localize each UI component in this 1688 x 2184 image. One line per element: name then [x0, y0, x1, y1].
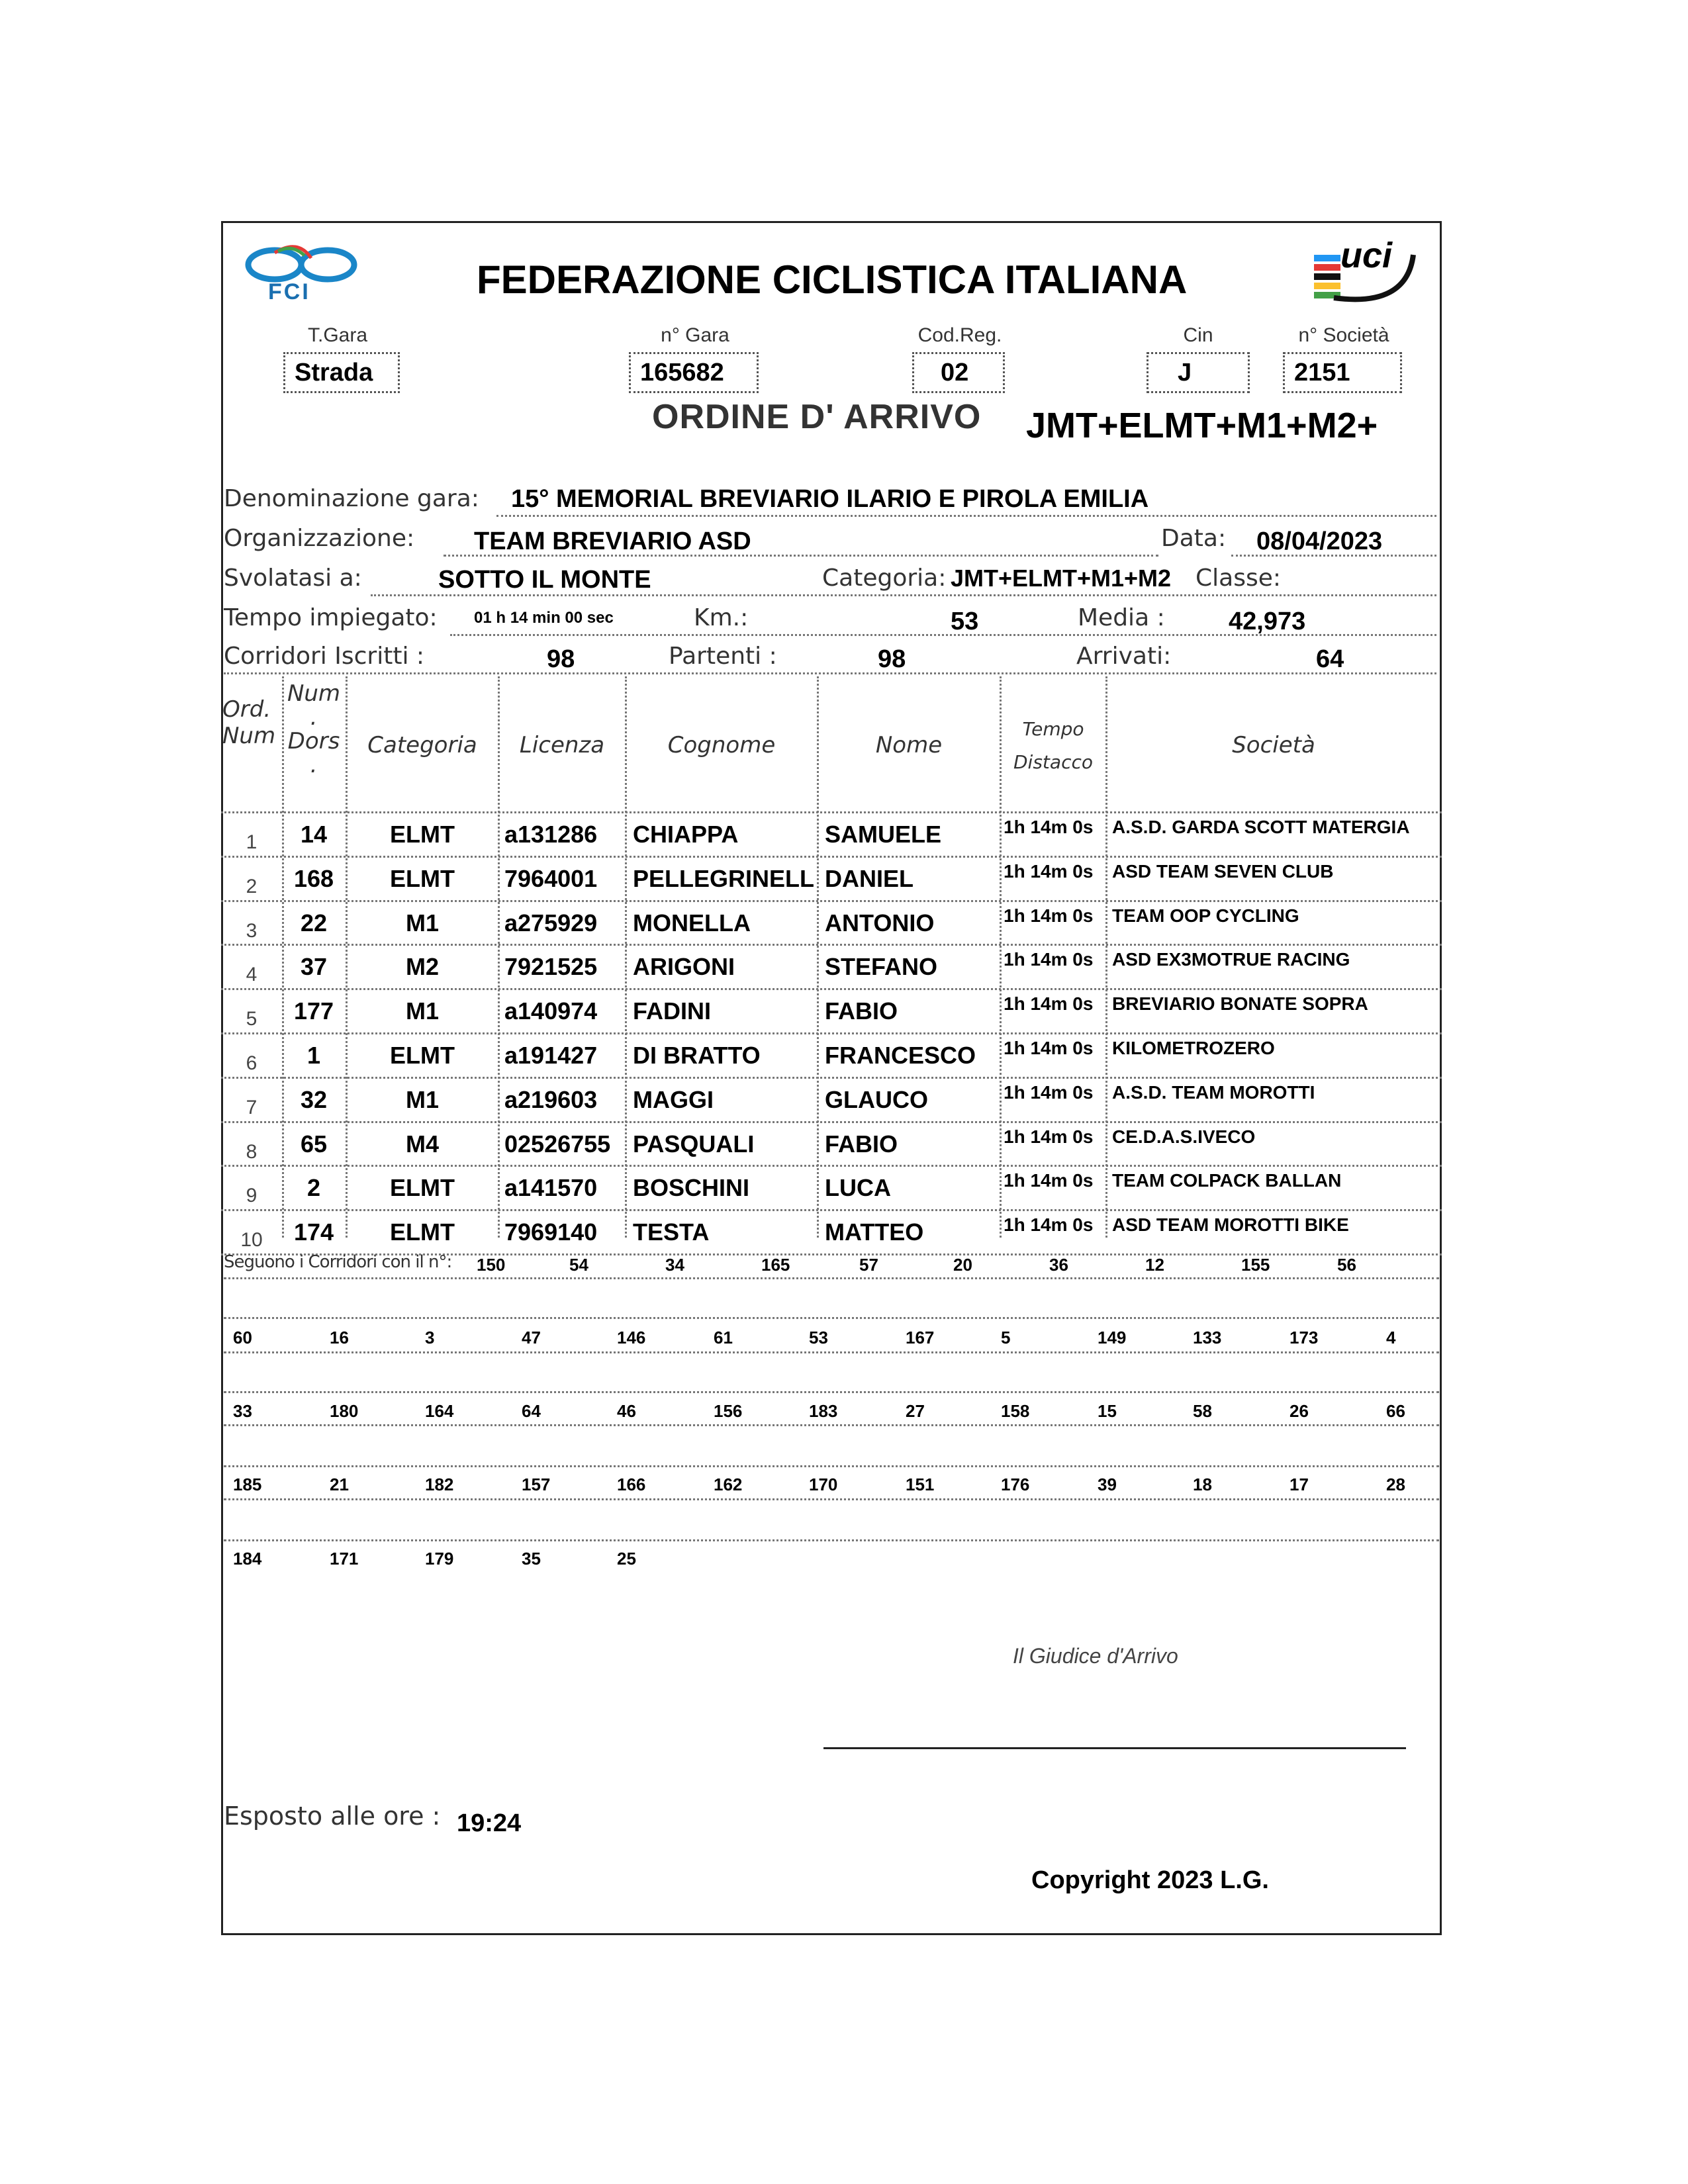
follower-number: 184 [233, 1549, 262, 1569]
follower-number: 133 [1193, 1328, 1222, 1347]
svolatasi-line [371, 594, 1436, 596]
follower-number: 155 [1241, 1255, 1270, 1275]
follower-number: 53 [809, 1328, 828, 1347]
cell-dors: 177 [293, 997, 334, 1025]
cell-cognome: CHIAPPA [633, 821, 739, 848]
cell-nome: SAMUELE [825, 821, 942, 848]
follower-number: 157 [522, 1475, 551, 1494]
cell-tempo: 1h 14m 0s [1004, 1126, 1094, 1147]
follower-number: 36 [1049, 1255, 1068, 1275]
codreg-box: 02 [912, 352, 1005, 393]
cell-tempo: 1h 14m 0s [1004, 817, 1094, 837]
cell-dors: 1 [306, 1042, 321, 1069]
cell-lic: a275929 [504, 909, 598, 936]
tgara-box: Strada [283, 352, 400, 393]
cell-societa: CE.D.A.S.IVECO [1112, 1126, 1256, 1147]
partenti-value: 98 [878, 645, 906, 673]
km-label: Km.: [694, 604, 749, 631]
follower-number: 35 [522, 1549, 541, 1569]
denominazione-line [496, 515, 1436, 517]
media-value: 42,973 [1229, 608, 1306, 635]
cell-nome: GLAUCO [825, 1085, 928, 1113]
header-licenza: Licenza [519, 732, 605, 758]
cell-cognome: DI BRATTO [633, 1042, 761, 1069]
followers-separator [224, 1498, 1439, 1500]
follower-number: 58 [1193, 1401, 1212, 1421]
signature-line [823, 1747, 1406, 1749]
cell-lic: a141570 [504, 1174, 598, 1202]
header-tempo-line1: Tempo [1022, 718, 1084, 740]
cell-tempo: 1h 14m 0s [1004, 1081, 1094, 1103]
follower-number: 64 [522, 1401, 541, 1421]
denominazione-value: 15° MEMORIAL BREVIARIO ILARIO E PIROLA EMILIA [511, 485, 1149, 513]
fci-logo-text: FCI [268, 279, 310, 304]
header-nome: Nome [875, 732, 943, 758]
cell-nome: MATTEO [825, 1218, 924, 1246]
followers-separator [224, 1351, 1439, 1353]
followers-separator [224, 1317, 1439, 1319]
follower-number: 149 [1098, 1328, 1127, 1347]
giudice-label: Il Giudice d'Arrivo [1013, 1644, 1178, 1668]
cell-societa: TEAM COLPACK BALLAN [1112, 1170, 1342, 1191]
category-code: JMT+ELMT+M1+M2+ [1026, 406, 1378, 445]
col-separator [1105, 676, 1107, 1238]
cell-lic: a131286 [504, 821, 598, 848]
follower-number: 57 [859, 1255, 878, 1275]
arrivati-label: Arrivati: [1076, 643, 1172, 670]
follower-number: 180 [330, 1401, 359, 1421]
cell-dors: 174 [293, 1218, 334, 1246]
cell-cognome: FADINI [633, 997, 712, 1025]
cell-ord: 9 [246, 1185, 258, 1207]
cell-tempo: 1h 14m 0s [1004, 993, 1094, 1015]
cell-societa: ASD TEAM MOROTTI BIKE [1112, 1214, 1349, 1236]
follower-number: 56 [1337, 1255, 1356, 1275]
cell-cognome: PELLEGRINELL [633, 864, 815, 892]
iscritti-label: Corridori Iscritti : [224, 643, 425, 670]
tempo-value: 01 h 14 min 00 sec [474, 609, 614, 627]
classe-label: Classe: [1196, 565, 1281, 592]
cell-dors: 2 [306, 1174, 321, 1202]
categoria-label: Categoria: [822, 565, 947, 592]
ngara-box: 165682 [629, 352, 759, 393]
cell-dors: 22 [300, 909, 328, 936]
tgara-label: T.Gara [307, 324, 368, 346]
results-table [221, 676, 1442, 1251]
follower-number: 5 [1001, 1328, 1011, 1347]
cell-tempo: 1h 14m 0s [1004, 1038, 1094, 1058]
cell-ord: 8 [246, 1140, 258, 1163]
federation-title: FEDERAZIONE CICLISTICA ITALIANA [477, 257, 1188, 302]
cell-ord: 1 [246, 831, 258, 853]
cell-cognome: MONELLA [633, 909, 751, 936]
denominazione-label: Denominazione gara: [224, 485, 479, 512]
follower-number: 182 [425, 1475, 454, 1494]
data-label: Data: [1161, 525, 1227, 552]
header-societa: Società [1232, 732, 1315, 758]
col-separator [817, 676, 819, 1238]
header-num-line4: . [310, 752, 318, 778]
cell-cat: M1 [405, 1085, 439, 1113]
organizzazione-value: TEAM BREVIARIO ASD [474, 527, 751, 555]
cell-dors: 32 [300, 1085, 328, 1113]
followers-separator [224, 1539, 1439, 1541]
svolatasi-value: SOTTO IL MONTE [438, 566, 651, 594]
row-separator [221, 811, 1442, 813]
cell-nome: FABIO [825, 997, 898, 1025]
follower-number: 146 [617, 1328, 646, 1347]
header-categoria: Categoria [367, 732, 477, 758]
follower-number: 54 [569, 1255, 588, 1275]
cell-dors: 37 [300, 953, 328, 981]
cell-cat: ELMT [390, 1174, 455, 1202]
follower-number: 15 [1098, 1401, 1117, 1421]
follower-number: 60 [233, 1328, 252, 1347]
cell-nome: ANTONIO [825, 909, 935, 936]
row-separator [221, 1121, 1442, 1123]
follower-number: 34 [665, 1255, 684, 1275]
header-ord-line2: Num [222, 723, 276, 749]
nsocieta-box: 2151 [1283, 352, 1402, 393]
follower-number: 21 [330, 1475, 349, 1494]
cin-box: J [1147, 352, 1250, 393]
cell-ord: 3 [246, 919, 258, 942]
cell-cat: M2 [405, 953, 439, 981]
uci-logo-text: uci [1340, 236, 1393, 275]
cell-ord: 6 [246, 1052, 258, 1074]
cell-cat: M1 [405, 909, 439, 936]
cell-nome: STEFANO [825, 953, 938, 981]
followers-separator [224, 1465, 1439, 1467]
cell-nome: FRANCESCO [825, 1042, 976, 1069]
follower-number: 12 [1145, 1255, 1164, 1275]
follower-number: 167 [906, 1328, 935, 1347]
cell-ord: 4 [246, 964, 258, 986]
follower-number: 164 [425, 1401, 454, 1421]
follower-number: 156 [714, 1401, 743, 1421]
cell-dors: 168 [293, 864, 334, 892]
iscritti-line [224, 672, 1436, 674]
cell-cognome: BOSCHINI [633, 1174, 750, 1202]
cell-tempo: 1h 14m 0s [1004, 860, 1094, 882]
cell-nome: DANIEL [825, 864, 914, 892]
cell-cognome: ARIGONI [633, 953, 735, 981]
cell-ord: 7 [246, 1096, 258, 1118]
header-tempo [1001, 713, 1105, 779]
cell-nome: FABIO [825, 1130, 898, 1158]
document-title: ORDINE D' ARRIVO [652, 398, 982, 436]
follower-number: 18 [1193, 1475, 1212, 1494]
cell-societa: KILOMETROZERO [1112, 1038, 1275, 1058]
cell-lic: a219603 [504, 1085, 598, 1113]
header-num-line1: Num [287, 680, 341, 707]
followers-separator [224, 1424, 1439, 1426]
header-tempo-line2: Distacco [1013, 751, 1093, 773]
svolatasi-label: Svolatasi a: [224, 565, 362, 592]
cell-ord: 10 [240, 1229, 263, 1251]
follower-number: 4 [1386, 1328, 1396, 1347]
row-separator [221, 944, 1442, 946]
cell-dors: 65 [300, 1130, 328, 1158]
row-separator [221, 1032, 1442, 1034]
row-separator [221, 1165, 1442, 1167]
tempo-label: Tempo impiegato: [224, 604, 438, 631]
follower-number: 3 [425, 1328, 435, 1347]
cell-cat: M1 [405, 997, 439, 1025]
cell-lic: 7964001 [504, 864, 598, 892]
data-value: 08/04/2023 [1256, 527, 1383, 555]
codreg-label: Cod.Reg. [917, 324, 1002, 346]
followers-label: Seguono i Corridori con il n°: [224, 1252, 452, 1272]
copyright: Copyright 2023 L.G. [1031, 1866, 1269, 1894]
categoria-value: JMT+ELMT+M1+M2 [951, 565, 1172, 592]
cell-societa: A.S.D. GARDA SCOTT MATERGIA [1112, 817, 1410, 837]
cell-tempo: 1h 14m 0s [1004, 905, 1094, 926]
follower-number: 17 [1289, 1475, 1309, 1494]
cin-label: Cin [1183, 324, 1213, 346]
cell-cognome: TESTA [633, 1218, 710, 1246]
cell-cat: ELMT [390, 821, 455, 848]
cell-lic: a140974 [504, 997, 598, 1025]
cell-tempo: 1h 14m 0s [1004, 1170, 1094, 1191]
follower-number: 166 [617, 1475, 646, 1494]
follower-number: 25 [617, 1549, 636, 1569]
cell-lic: a191427 [504, 1042, 598, 1069]
follower-number: 183 [809, 1401, 838, 1421]
row-separator [221, 900, 1442, 902]
arrivati-value: 64 [1316, 645, 1344, 673]
cell-societa: BREVIARIO BONATE SOPRA [1112, 993, 1368, 1015]
followers-separator [224, 1277, 1439, 1279]
follower-number: 27 [906, 1401, 925, 1421]
ngara-label: n° Gara [661, 324, 729, 346]
iscritti-value: 98 [547, 645, 575, 673]
cell-cognome: PASQUALI [633, 1130, 755, 1158]
cell-cat: ELMT [390, 1042, 455, 1069]
follower-number: 39 [1098, 1475, 1117, 1494]
follower-number: 150 [477, 1255, 506, 1275]
cell-lic: 7969140 [504, 1218, 598, 1246]
follower-number: 162 [714, 1475, 743, 1494]
follower-number: 26 [1289, 1401, 1309, 1421]
organizzazione-label: Organizzazione: [224, 525, 415, 552]
follower-number: 171 [330, 1549, 359, 1569]
col-separator [625, 676, 627, 1238]
cell-societa: ASD EX3MOTRUE RACING [1112, 949, 1350, 970]
header-num-dors [283, 682, 344, 777]
km-value: 53 [951, 608, 979, 635]
row-separator [221, 1209, 1442, 1211]
header-num-line2: . [310, 704, 318, 731]
follower-number: 179 [425, 1549, 454, 1569]
partenti-label: Partenti : [669, 643, 777, 670]
cell-cat: ELMT [390, 864, 455, 892]
cell-lic: 7921525 [504, 953, 598, 981]
follower-number: 158 [1001, 1401, 1030, 1421]
cell-cat: M4 [405, 1130, 439, 1158]
follower-number: 47 [522, 1328, 541, 1347]
follower-number: 176 [1001, 1475, 1030, 1494]
follower-number: 66 [1386, 1401, 1405, 1421]
cell-societa: ASD TEAM SEVEN CLUB [1112, 860, 1334, 882]
cell-tempo: 1h 14m 0s [1004, 1214, 1094, 1236]
follower-number: 20 [953, 1255, 972, 1275]
header-ord-line1: Ord. [222, 696, 271, 723]
cell-lic: 02526755 [504, 1130, 611, 1158]
cell-societa: A.S.D. TEAM MOROTTI [1112, 1081, 1315, 1103]
follower-number: 173 [1289, 1328, 1319, 1347]
esposto-value: 19:24 [457, 1809, 522, 1837]
follower-number: 16 [330, 1328, 349, 1347]
esposto-label: Esposto alle ore : [224, 1801, 441, 1831]
cell-societa: TEAM OOP CYCLING [1112, 905, 1299, 926]
row-separator [221, 1077, 1442, 1079]
header-ord-num [222, 696, 281, 749]
follower-number: 33 [233, 1401, 252, 1421]
cell-nome: LUCA [825, 1174, 891, 1202]
follower-number: 185 [233, 1475, 262, 1494]
nsocieta-label: n° Società [1298, 324, 1389, 346]
col-separator [498, 676, 500, 1238]
header-cognome: Cognome [667, 732, 776, 758]
header-num-line3: Dors [287, 728, 340, 754]
follower-number: 46 [617, 1401, 636, 1421]
row-separator [221, 856, 1442, 858]
row-separator [221, 988, 1442, 990]
media-label: Media : [1078, 604, 1165, 631]
follower-number: 28 [1386, 1475, 1405, 1494]
cell-tempo: 1h 14m 0s [1004, 949, 1094, 970]
cell-cognome: MAGGI [633, 1085, 714, 1113]
cell-cat: ELMT [390, 1218, 455, 1246]
follower-number: 61 [714, 1328, 733, 1347]
cell-ord: 2 [246, 875, 258, 897]
cell-dors: 14 [300, 821, 328, 848]
follower-number: 165 [761, 1255, 790, 1275]
cell-ord: 5 [246, 1008, 258, 1030]
followers-separator [224, 1391, 1439, 1393]
follower-number: 170 [809, 1475, 838, 1494]
follower-number: 151 [906, 1475, 935, 1494]
